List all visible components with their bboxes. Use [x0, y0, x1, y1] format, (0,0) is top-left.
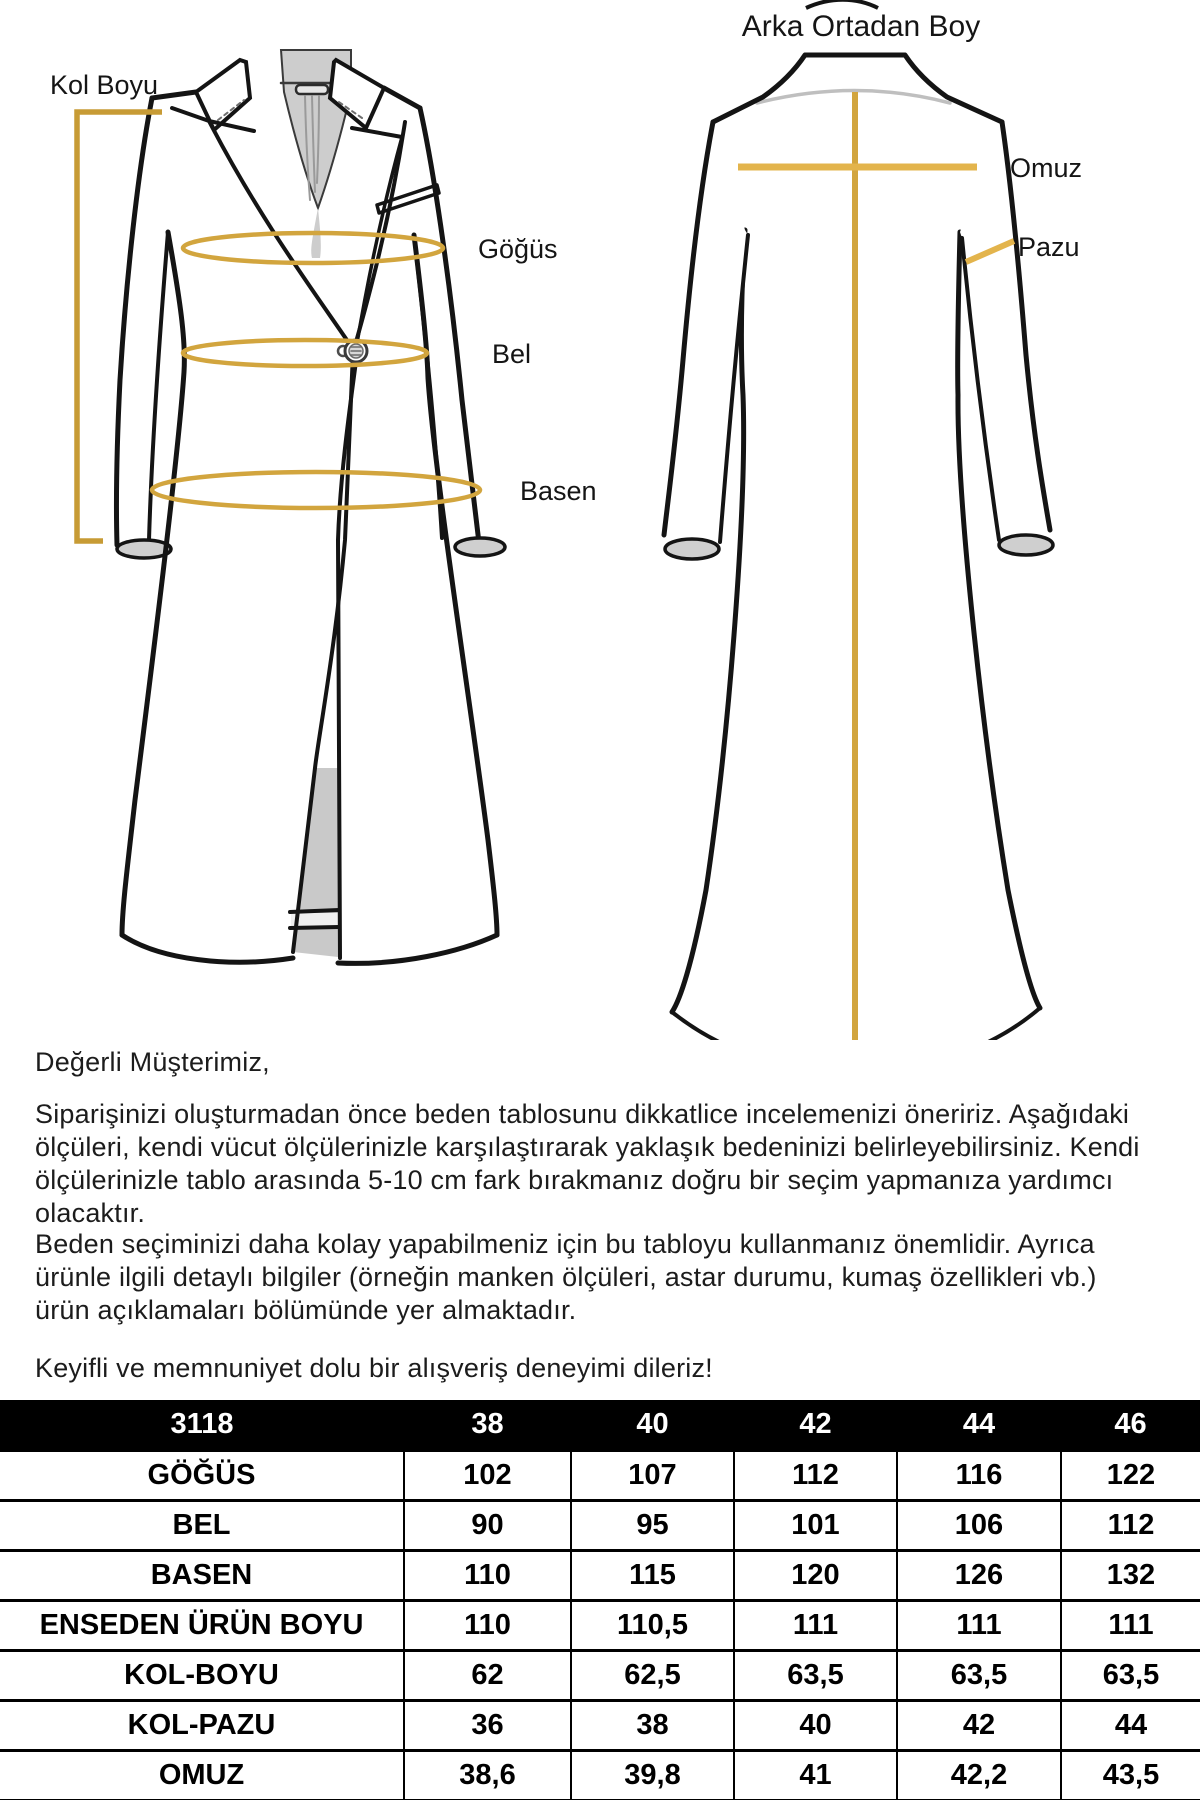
size-cell: 111: [734, 1600, 897, 1650]
back-view-title: Arka Ortadan Boy: [741, 10, 981, 43]
label-bicep: Pazu: [1018, 232, 1080, 262]
size-cell: 116: [897, 1450, 1061, 1500]
size-cell: 62,5: [571, 1650, 734, 1700]
size-cell: 110: [404, 1550, 571, 1600]
size-cell: 112: [734, 1450, 897, 1500]
size-cell: 41: [734, 1750, 897, 1800]
notice-line: olacaktır.: [35, 1198, 146, 1228]
size-cell: 107: [571, 1450, 734, 1500]
size-cell: 102: [404, 1450, 571, 1500]
size-cell: 38: [571, 1700, 734, 1750]
back-cuff-right: [999, 535, 1053, 555]
size-cell: 95: [571, 1500, 734, 1550]
label-shoulder: Omuz: [1010, 153, 1083, 183]
table-row: [0, 1500, 1200, 1550]
size-cell: 120: [734, 1550, 897, 1600]
size-cell: 106: [897, 1500, 1061, 1550]
size-cell: 62: [404, 1650, 571, 1700]
table-row: [0, 1750, 1200, 1800]
size-column-header: 40: [571, 1400, 734, 1450]
size-cell: 110: [404, 1600, 571, 1650]
size-cell: 39,8: [571, 1750, 734, 1800]
size-cell: 63,5: [734, 1650, 897, 1700]
size-cell: 112: [1061, 1500, 1200, 1550]
table-row: [0, 1450, 1200, 1500]
table-row: [0, 1550, 1200, 1600]
size-cell: 40: [734, 1700, 897, 1750]
size-column-header: 44: [897, 1400, 1061, 1450]
size-cell: 42,2: [897, 1750, 1061, 1800]
notice-line: ölçülerinizle tablo arasında 5-10 cm fark bırakmanız doğru bir seçim yapmanıza yardımcı: [35, 1165, 1114, 1195]
label-sleeve-length: Kol Boyu: [50, 70, 159, 100]
closing-message: Keyifli ve memnuniyet dolu bir alışveriş deneyimi dileriz!: [35, 1353, 713, 1383]
measure-label-cell: BASEN: [0, 1550, 404, 1600]
size-cell: 111: [897, 1600, 1061, 1650]
size-cell: 132: [1061, 1550, 1200, 1600]
measure-label-cell: ENSEDEN ÜRÜN BOYU: [0, 1600, 404, 1650]
back-cuff-left: [665, 539, 719, 559]
size-table-header-row: [0, 1400, 1200, 1450]
notice-line: ürünle ilgili detaylı bilgiler (örneğin manken ölçüleri, astar durumu, kumaş özellikleri vb.): [35, 1262, 1097, 1292]
size-cell: 122: [1061, 1450, 1200, 1500]
measure-label-cell: OMUZ: [0, 1750, 404, 1800]
size-cell: 43,5: [1061, 1750, 1200, 1800]
size-column-header: 46: [1061, 1400, 1200, 1450]
size-cell: 63,5: [897, 1650, 1061, 1700]
size-cell: 101: [734, 1500, 897, 1550]
customer-greeting: Değerli Müşterimiz,: [35, 1047, 270, 1077]
size-cell: 42: [897, 1700, 1061, 1750]
size-column-header: 42: [734, 1400, 897, 1450]
size-cell: 38,6: [404, 1750, 571, 1800]
size-cell: 115: [571, 1550, 734, 1600]
hanger-loop: [296, 85, 328, 94]
notice-line: ölçüleri, kendi vücut ölçülerinizle karşılaştırarak yaklaşık bedeninizi belirleyebilirsiniz. Kendi: [35, 1132, 1140, 1162]
table-row: [0, 1600, 1200, 1650]
size-cell: 126: [897, 1550, 1061, 1600]
notice-line: ürün açıklamaları bölümünde yer almaktadır.: [35, 1295, 577, 1325]
size-cell: 44: [1061, 1700, 1200, 1750]
label-waist: Bel: [492, 339, 532, 369]
label-chest: Göğüs: [478, 234, 558, 264]
model-code-header: 3118: [0, 1400, 404, 1450]
measure-label-cell: KOL-BOYU: [0, 1650, 404, 1700]
measure-label-cell: BEL: [0, 1500, 404, 1550]
measure-label-cell: KOL-PAZU: [0, 1700, 404, 1750]
table-row: [0, 1700, 1200, 1750]
size-table: [0, 1400, 1200, 1800]
table-row: [0, 1650, 1200, 1700]
label-hip: Basen: [520, 476, 597, 506]
size-cell: 111: [1061, 1600, 1200, 1650]
size-cell: 36: [404, 1700, 571, 1750]
measure-label-cell: GÖĞÜS: [0, 1450, 404, 1500]
notice-paragraph-2: [35, 1228, 1175, 1327]
cropped-artifact: [806, 0, 878, 8]
size-cell: 90: [404, 1500, 571, 1550]
size-cell: 110,5: [571, 1600, 734, 1650]
notice-paragraph-1: [35, 1098, 1175, 1230]
notice-line: Beden seçiminizi daha kolay yapabilmeniz için bu tabloyu kullanmanız önemlidir. Ayrıca: [35, 1229, 1095, 1259]
size-cell: 63,5: [1061, 1650, 1200, 1700]
cuff-right: [455, 538, 505, 556]
coat-back-drawing: [664, 55, 1053, 1040]
notice-line: Siparişinizi oluşturmadan önce beden tablosunu dikkatlice incelemenizi öneririz. Aşağıdaki: [35, 1099, 1130, 1129]
size-column-header: 38: [404, 1400, 571, 1450]
